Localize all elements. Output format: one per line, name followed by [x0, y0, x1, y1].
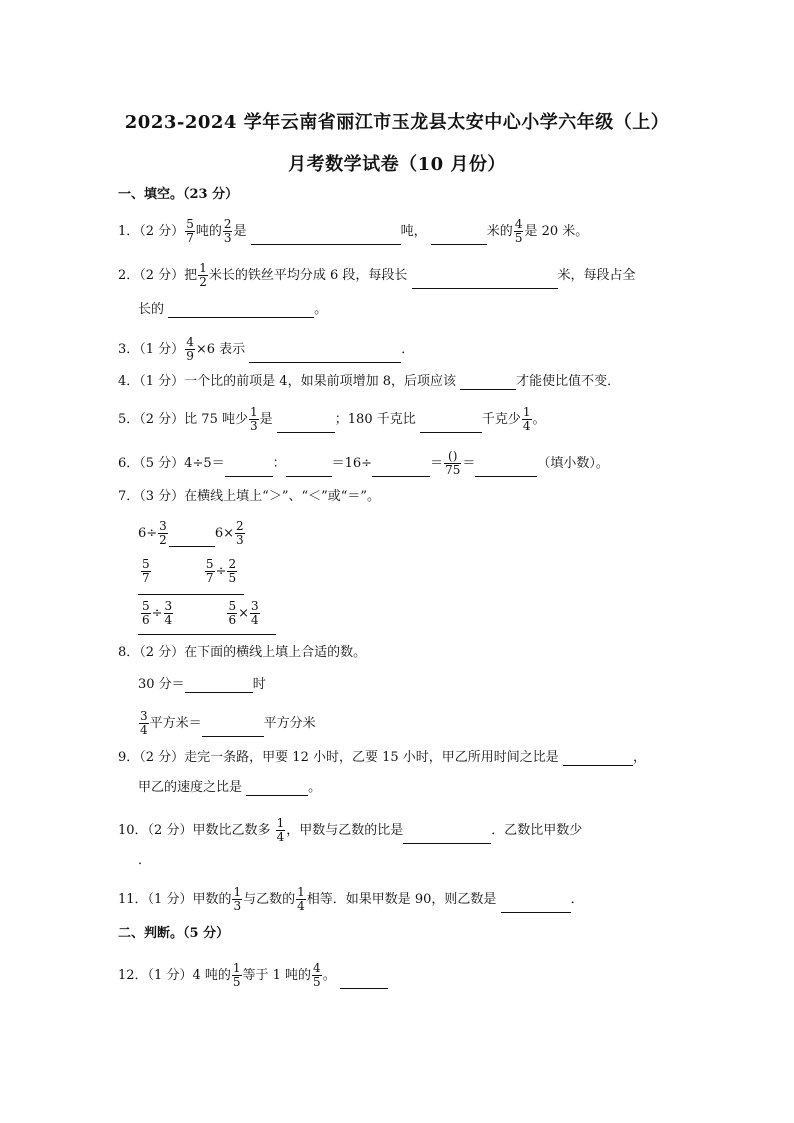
question-8: 8．（2 分）在下面的横线上填上合适的数。	[118, 645, 367, 660]
fraction: $\frac{2}{5}$	[228, 557, 237, 585]
fraction: $\frac{1}{5}$	[232, 961, 241, 989]
fraction: $\frac{4}{5}$	[313, 961, 321, 989]
fraction: $\frac{()}{75}$	[445, 449, 461, 477]
fraction: $\frac{3}{4}$	[251, 599, 259, 627]
fraction: $\frac{1}{4}$	[522, 405, 531, 433]
question-2: 2．（2 分）把 $\frac{1}{2}$ 米长的铁丝平均分成 6 段，每段长 米，每段占全	[118, 261, 636, 289]
fraction: $\frac{1}{4}$	[297, 885, 305, 913]
answer-blank[interactable]	[501, 898, 571, 913]
fraction: $\frac{4}{5}$	[514, 217, 523, 245]
fraction: $\frac{1}{4}$	[276, 816, 285, 844]
answer-blank[interactable]	[251, 230, 401, 245]
fraction: $\frac{5}{7}$	[205, 557, 214, 585]
fraction: $\frac{1}{2}$	[199, 261, 207, 289]
answer-blank[interactable]	[475, 462, 537, 477]
section-heading-fill: 一、填空。（23 分）	[118, 187, 239, 202]
question-9-cont: 甲乙的速度之比是 。	[138, 780, 322, 795]
question-10-cont: ．	[138, 853, 152, 868]
fraction: $\frac{1}{3}$	[249, 405, 258, 433]
question-12: 12．（1 分）4 吨的 $\frac{1}{5}$ 等于 1 吨的 $\frac{4}{5}$ 。	[118, 962, 388, 989]
fraction: $\frac{2}{3}$	[235, 519, 244, 547]
fraction: $\frac{5}{6}$	[228, 599, 237, 627]
answer-blank-line[interactable]	[138, 594, 244, 595]
question-1: 1．（2 分） $\frac{5}{7}$ 吨的 $\frac{2}{3}$ 是 吨， 米的 $\frac{4}{5}$ 是 20 米。	[118, 217, 589, 245]
question-8-row-2: $\frac{3}{4}$ 平方米＝ 平方分米	[140, 709, 316, 737]
question-2-cont: 长的 。	[138, 302, 328, 317]
answer-blank[interactable]	[246, 781, 308, 796]
fraction: $\frac{3}{4}$	[164, 599, 173, 627]
question-4: 4．（1 分）一个比的前项是 4，如果前项增加 8，后项应该 才能使比值不变．	[118, 374, 621, 389]
answer-blank[interactable]	[169, 532, 215, 547]
question-9: 9．（2 分）走完一条路，甲要 12 小时，乙要 15 小时，甲乙所用时间之比是 ，	[118, 750, 646, 765]
question-1-head: 1．（2 分）	[118, 224, 185, 239]
answer-blank[interactable]	[563, 751, 633, 766]
fraction: $\frac{5}{7}$	[142, 557, 150, 585]
answer-blank-line[interactable]	[138, 634, 276, 635]
compare-row-3: $\frac{5}{6}$ ÷ $\frac{3}{4}$ $\frac{5}{6}$ × $\frac{3}{4}$	[142, 599, 259, 627]
fraction: $\frac{5}{7}$	[186, 217, 194, 245]
section-heading-judge: 二、判断。（5 分）	[118, 926, 230, 941]
question-11: 11．（1 分）甲数的 $\frac{1}{3}$ 与乙数的 $\frac{1}{4}$ 相等．如果甲数是 90，则乙数是 ．	[118, 885, 584, 913]
answer-blank[interactable]	[277, 418, 335, 433]
answer-blank[interactable]	[286, 462, 332, 477]
answer-blank[interactable]	[420, 418, 482, 433]
question-5: 5．（2 分）比 75 吨少 $\frac{1}{3}$ 是 ；180 千克比 千克少 $\frac{1}{4}$ 。	[118, 405, 546, 433]
fraction: $\frac{4}{9}$	[186, 335, 194, 363]
question-3: 3．（1 分） $\frac{4}{9}$ ×6 表示 ．	[118, 335, 415, 363]
answer-blank[interactable]	[185, 678, 253, 693]
page-title-line2: 月考数学试卷（10 月份）	[288, 154, 506, 175]
fraction: $\frac{3}{2}$	[159, 519, 167, 547]
answer-blank[interactable]	[460, 375, 516, 390]
answer-blank[interactable]	[431, 230, 487, 245]
answer-blank[interactable]	[340, 974, 388, 989]
answer-blank[interactable]	[202, 722, 264, 737]
question-8-row-1: 30 分＝ 时	[138, 677, 266, 692]
question-10: 10．（2 分）甲数比乙数多 $\frac{1}{4}$ ，甲数与乙数的比是 ．乙数比甲数少	[118, 816, 583, 844]
fraction: $\frac{5}{6}$	[142, 599, 150, 627]
fraction: $\frac{2}{3}$	[223, 217, 232, 245]
question-7: 7．（3 分）在横线上填上“＞”、“＜”或“＝”。	[118, 489, 381, 504]
answer-blank[interactable]	[372, 462, 430, 477]
answer-blank[interactable]	[168, 303, 314, 318]
compare-row-2: $\frac{5}{7}$ $\frac{5}{7}$ ÷ $\frac{2}{5}$	[142, 557, 237, 585]
answer-blank[interactable]	[412, 274, 558, 289]
answer-blank[interactable]	[403, 829, 491, 844]
answer-blank[interactable]	[225, 462, 273, 477]
question-6: 6．（5 分）4÷5＝ ： ＝16÷ ＝ $\frac{()}{75}$ ＝ （填小数）。	[118, 449, 609, 477]
compare-row-1: 6÷ $\frac{3}{2}$ 6× $\frac{2}{3}$	[138, 519, 244, 547]
answer-blank[interactable]	[249, 348, 401, 363]
page-title-line1: 2023-2024 学年云南省丽江市玉龙县太安中心小学六年级（上）	[124, 112, 670, 133]
fraction: $\frac{1}{3}$	[233, 885, 242, 913]
fraction: $\frac{3}{4}$	[140, 709, 148, 737]
